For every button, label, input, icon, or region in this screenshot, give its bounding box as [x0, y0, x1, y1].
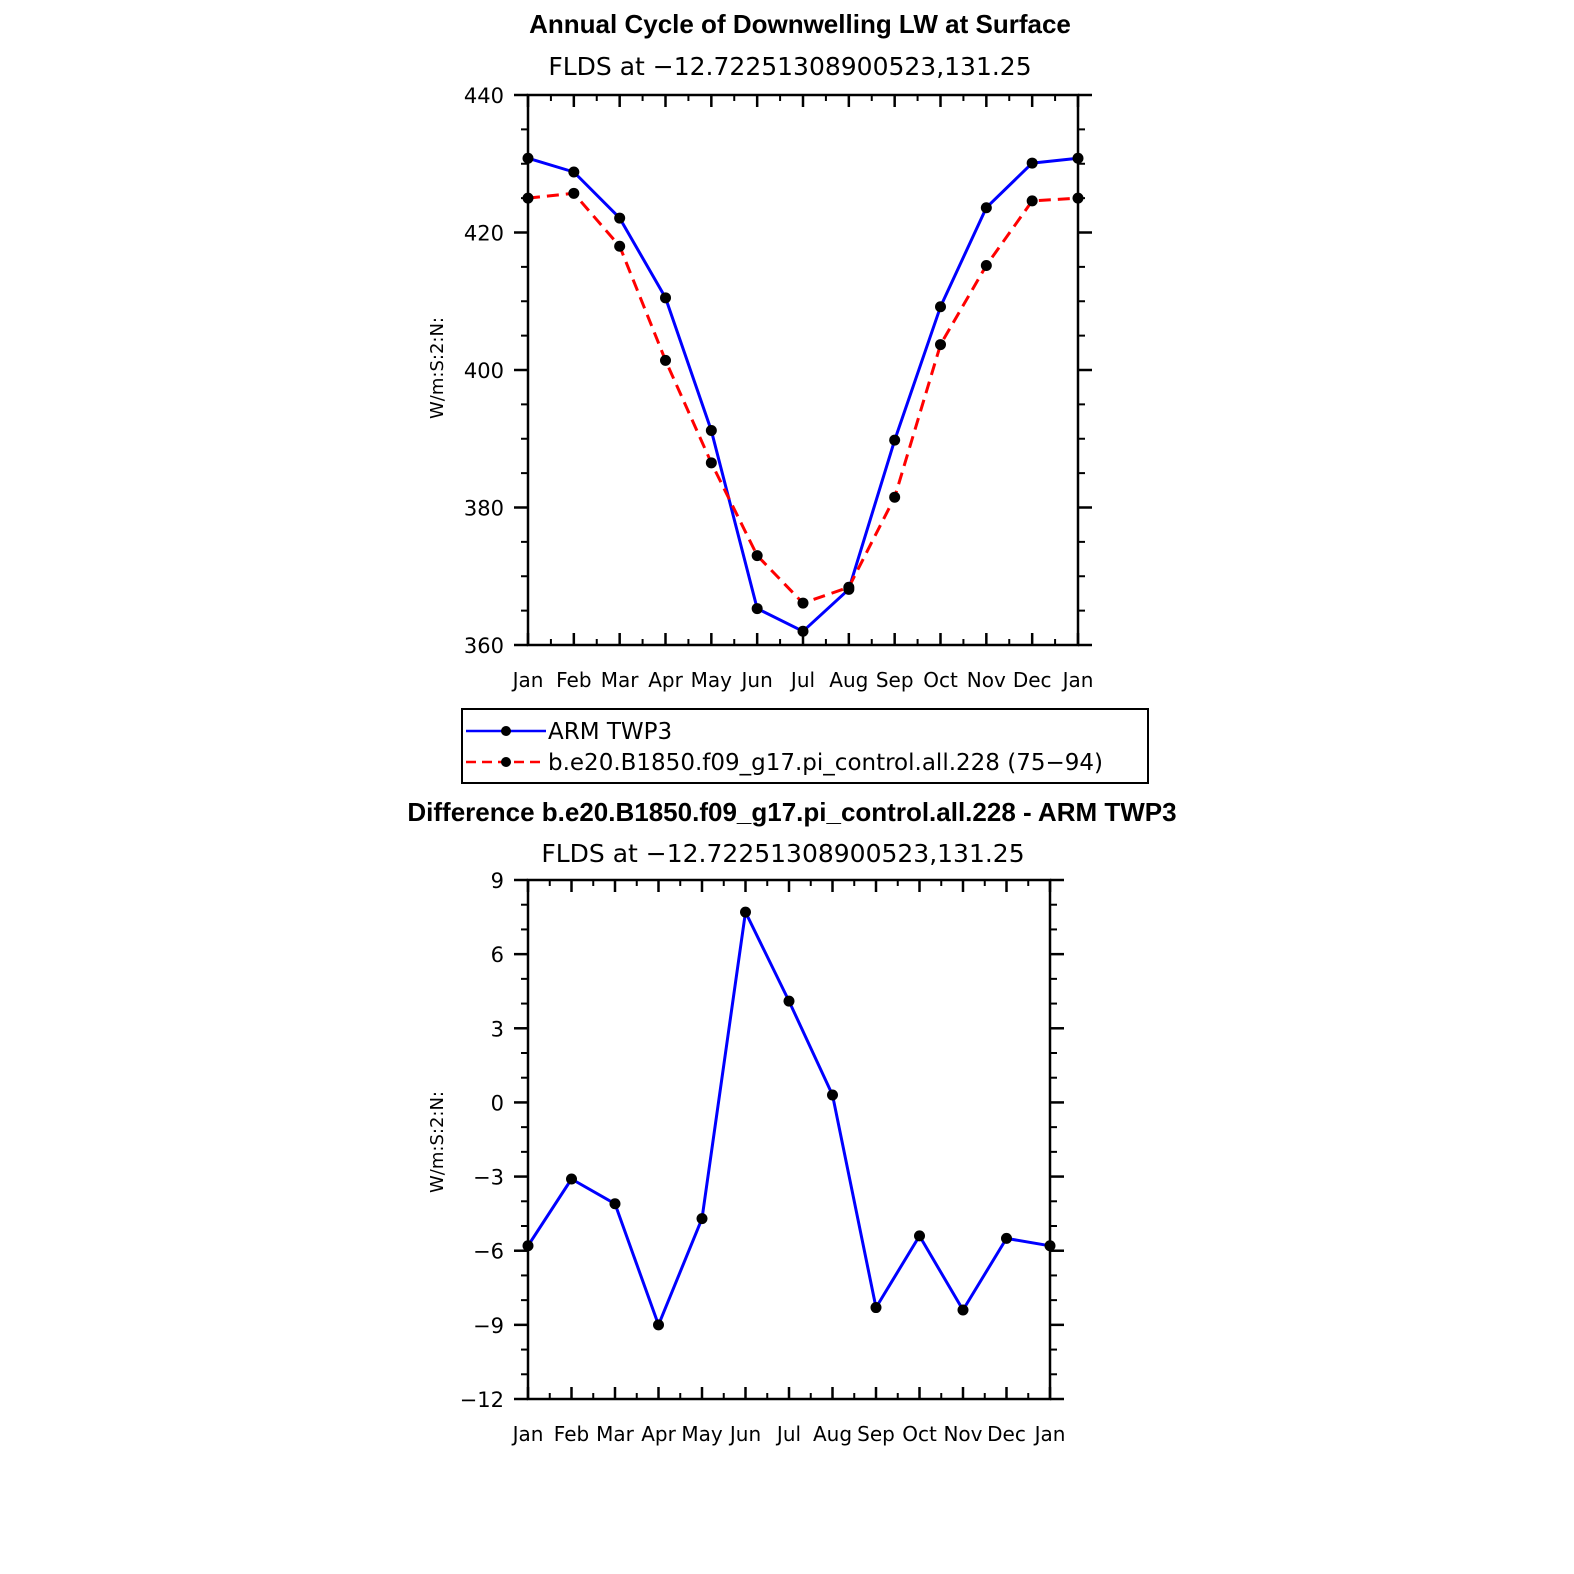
data-point-1 — [752, 550, 763, 561]
y-tick-label: −9 — [473, 1313, 504, 1338]
data-point-0 — [935, 301, 946, 312]
data-point-1 — [568, 188, 579, 199]
data-point-1 — [798, 598, 809, 609]
data-point-0 — [752, 603, 763, 614]
plot-frame — [528, 880, 1050, 1399]
y-tick-label: 9 — [490, 869, 504, 893]
data-point-0 — [568, 167, 579, 178]
plot-area — [460, 869, 1066, 1446]
data-point-0 — [981, 202, 992, 213]
x-tick-label: Oct — [923, 668, 958, 692]
data-point-1 — [935, 339, 946, 350]
data-point-1 — [1027, 195, 1038, 206]
legend-label-arm: ARM TWP3 — [548, 719, 673, 745]
chart-title: Annual Cycle of Downwelling LW at Surface — [529, 9, 1071, 39]
chart-title: Difference b.e20.B1850.f09_g17.pi_control.all.228 - ARM TWP3 — [407, 797, 1177, 827]
chart-subtitle: FLDS at −12.72251308900523,131.25 — [541, 839, 1025, 868]
x-tick-label: Apr — [641, 1422, 676, 1446]
data-point-0 — [740, 907, 751, 918]
y-tick-label: 380 — [463, 496, 504, 521]
legend-marker-arm — [501, 726, 511, 736]
x-tick-label: May — [681, 1422, 723, 1446]
data-point-1 — [981, 260, 992, 271]
x-tick-label: Dec — [1012, 668, 1052, 692]
series-line-0 — [528, 158, 1078, 631]
y-axis-label: W/m:S:2:N: — [427, 317, 448, 419]
x-tick-label: Dec — [987, 1422, 1026, 1446]
data-point-0 — [827, 1090, 838, 1101]
data-point-0 — [660, 292, 671, 303]
y-tick-label: 3 — [490, 1017, 504, 1042]
data-point-0 — [871, 1302, 882, 1313]
data-point-1 — [889, 492, 900, 503]
plot-frame — [528, 95, 1078, 645]
x-tick-label: Feb — [553, 1422, 590, 1446]
data-point-0 — [610, 1198, 621, 1209]
data-point-0 — [614, 213, 625, 224]
data-point-1 — [614, 241, 625, 252]
data-point-0 — [653, 1319, 664, 1330]
data-point-0 — [523, 1240, 534, 1251]
data-point-0 — [958, 1305, 969, 1316]
data-point-1 — [706, 457, 717, 468]
series-line-1 — [528, 193, 1078, 603]
data-point-1 — [660, 355, 671, 366]
y-axis-label: W/m:S:2:N: — [427, 1091, 448, 1193]
data-point-0 — [1045, 1240, 1056, 1251]
data-point-0 — [1073, 153, 1084, 164]
plot-area — [464, 84, 1094, 692]
x-tick-label: May — [690, 668, 733, 692]
data-point-0 — [784, 996, 795, 1007]
data-point-0 — [798, 626, 809, 637]
data-point-1 — [523, 193, 534, 204]
data-point-0 — [697, 1213, 708, 1224]
difference-chart — [407, 797, 1176, 1446]
x-tick-label: Oct — [902, 1422, 937, 1446]
x-tick-label: Jan — [512, 668, 544, 692]
x-tick-label: Sep — [857, 1422, 895, 1446]
x-tick-label: Feb — [556, 668, 592, 692]
x-tick-label: Jan — [1062, 668, 1094, 692]
y-tick-label: 360 — [463, 634, 504, 658]
annual-cycle-chart — [427, 9, 1148, 783]
y-tick-label: 6 — [490, 943, 504, 968]
x-tick-label: Apr — [648, 668, 683, 692]
data-point-0 — [889, 435, 900, 446]
x-tick-label: Sep — [875, 668, 914, 692]
y-tick-label: 400 — [463, 359, 504, 383]
data-point-0 — [914, 1230, 925, 1241]
data-point-1 — [843, 582, 854, 593]
y-tick-label: −6 — [473, 1239, 504, 1264]
x-tick-label: Aug — [812, 1422, 853, 1446]
x-tick-label: Mar — [600, 668, 639, 692]
x-tick-label: Nov — [966, 668, 1006, 692]
x-tick-label: Jul — [776, 1422, 802, 1446]
x-tick-label: Jun — [729, 1422, 762, 1446]
y-tick-label: −12 — [459, 1388, 504, 1412]
x-tick-label: Nov — [943, 1422, 983, 1446]
legend — [462, 709, 1148, 783]
x-tick-label: Aug — [829, 668, 869, 692]
data-point-1 — [1073, 193, 1084, 204]
data-point-0 — [1001, 1233, 1012, 1244]
data-point-0 — [523, 153, 534, 164]
y-tick-label: −3 — [473, 1165, 504, 1190]
x-tick-label: Jan — [512, 1422, 544, 1446]
series-line-0 — [528, 912, 1050, 1325]
x-tick-label: Mar — [596, 1422, 634, 1446]
x-tick-label: Jun — [741, 668, 773, 692]
data-point-0 — [566, 1174, 577, 1185]
x-tick-label: Jul — [790, 668, 816, 692]
y-tick-label: 440 — [463, 84, 504, 108]
y-tick-label: 420 — [463, 221, 504, 246]
x-tick-label: Jan — [1034, 1422, 1066, 1446]
chart-subtitle: FLDS at −12.72251308900523,131.25 — [548, 52, 1032, 81]
data-point-0 — [1027, 158, 1038, 169]
data-point-0 — [706, 425, 717, 436]
legend-marker-model — [501, 757, 511, 767]
legend-label-model: b.e20.B1850.f09_g17.pi_control.all.228 (75−94) — [548, 750, 1103, 776]
y-tick-label: 0 — [490, 1091, 504, 1116]
